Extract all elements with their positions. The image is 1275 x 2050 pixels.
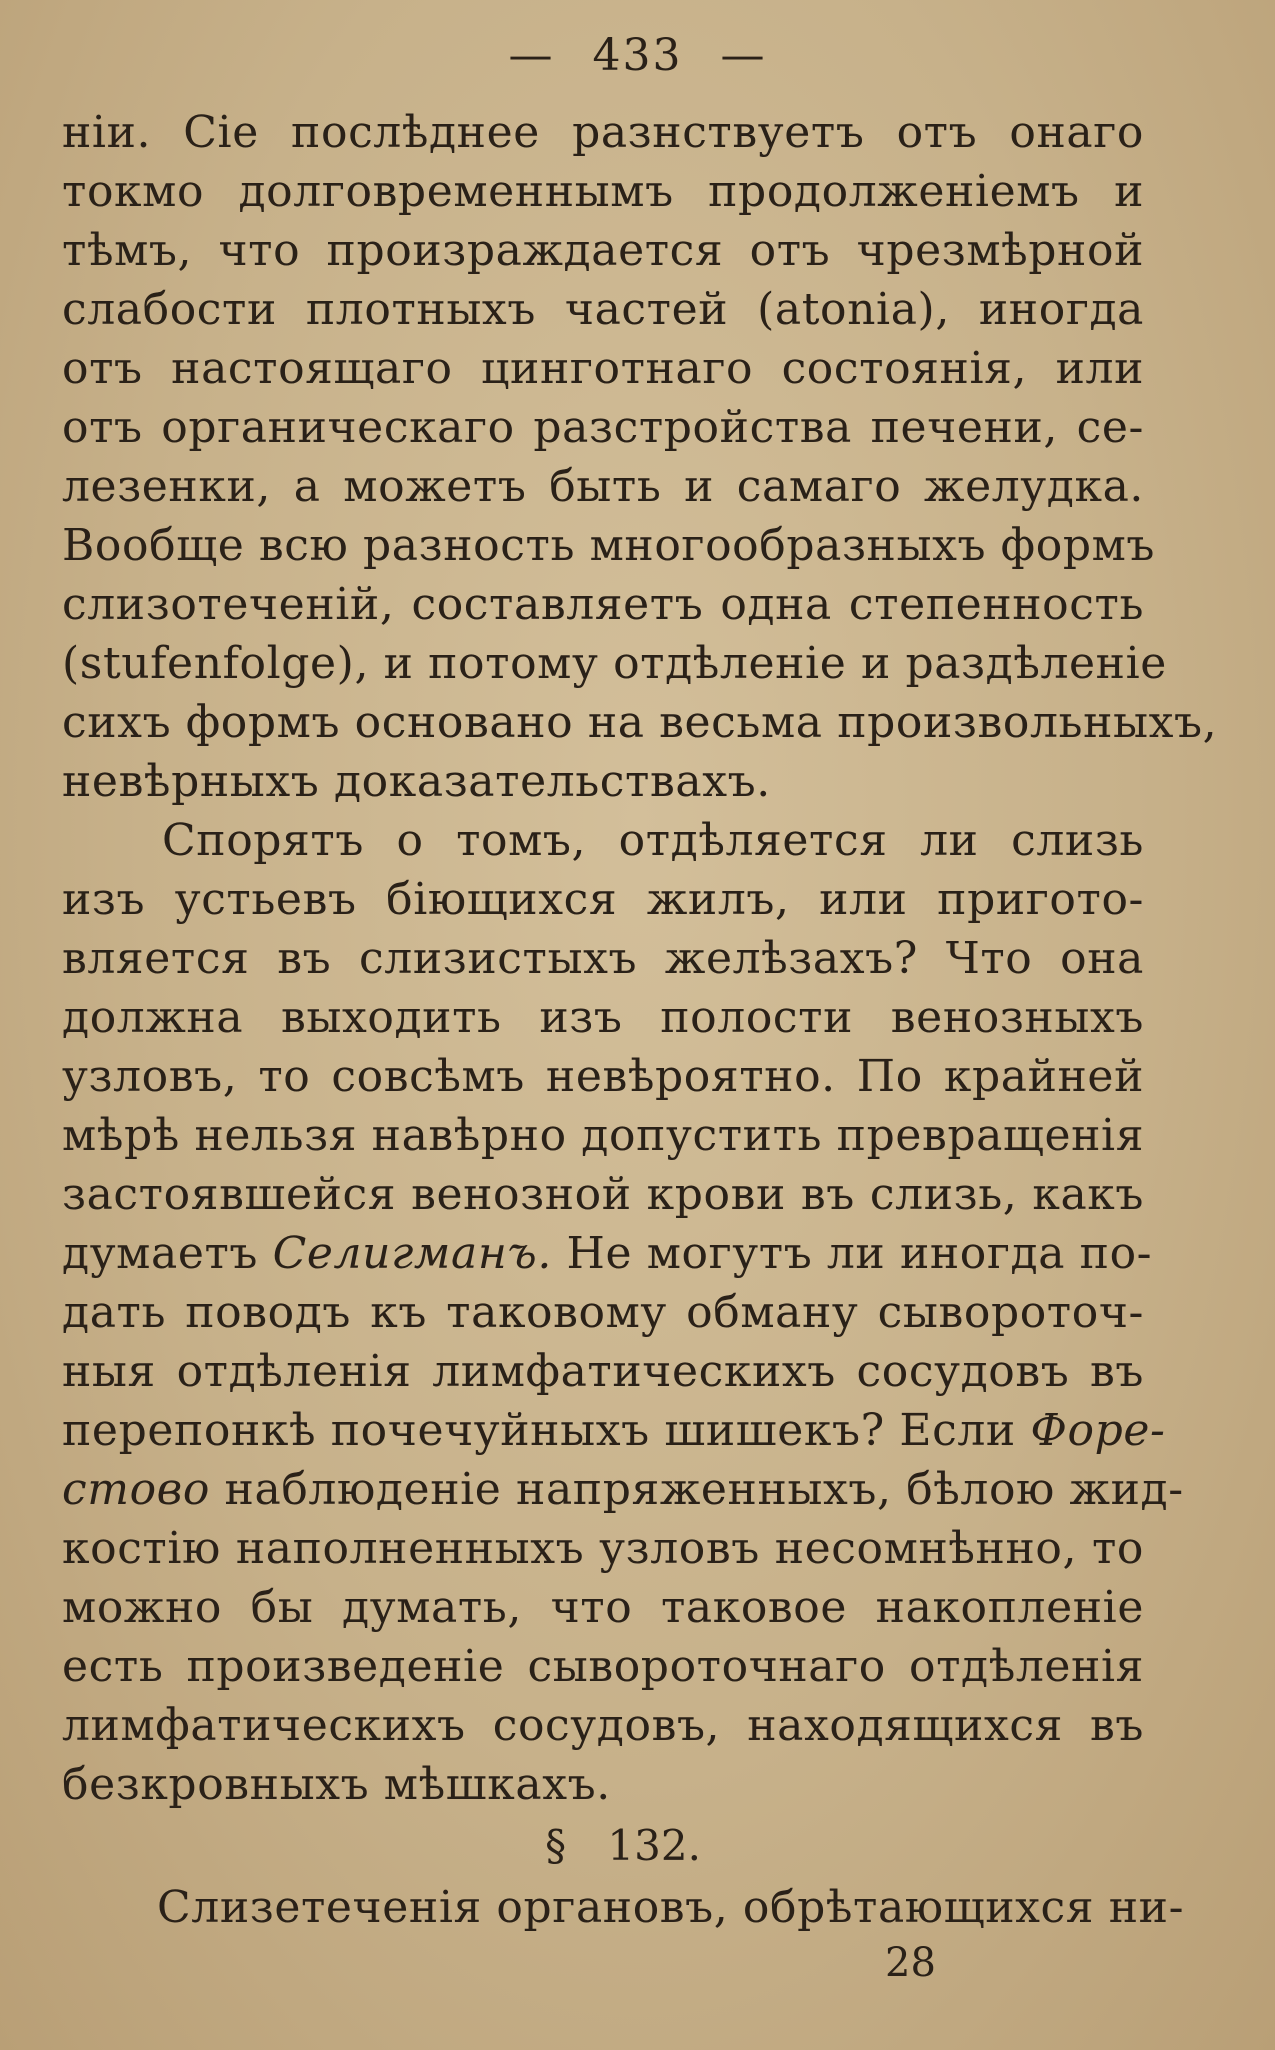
text-line: дать поводъ къ таковому обману сывороточ-	[62, 1287, 1144, 1338]
text-line: безкровныхъ мѣшкахъ.	[62, 1759, 611, 1810]
text-line: (stufenfolge), и потому отдѣленiе и раздѣленiе	[62, 638, 1167, 689]
text-line: Вообще всю разность многообразныхъ формъ	[62, 520, 1155, 571]
text-span: Не могутъ ли иногда по-	[551, 1228, 1153, 1279]
author-name-forestus: Форе-	[1030, 1405, 1166, 1456]
paragraph-3	[62, 1878, 1185, 1937]
text-line: застоявшейся венозной крови въ слизь, какъ	[62, 1169, 1144, 1220]
text-span: перепонкѣ почечуйныхъ шишекъ? Если	[62, 1405, 1031, 1456]
text-span: думаетъ	[62, 1228, 273, 1279]
text-line	[62, 1401, 1166, 1460]
page-number: 433	[592, 30, 683, 81]
text-line: есть произведенiе сывороточнаго отдѣленiя	[62, 1641, 1144, 1692]
section-mark: §	[545, 1821, 567, 1870]
text-line: костiю наполненныхъ узловъ несомнѣнно, то	[62, 1523, 1144, 1574]
text-line: тѣмъ, что произраждается отъ чрезмѣрной	[62, 225, 1144, 276]
text-line: вляется въ слизистыхъ желѣзахъ? Что она	[62, 933, 1144, 984]
text-line: узловъ, то совсѣмъ невѣроятно. По крайней	[62, 1051, 1144, 1102]
text-line: слизотеченiй, составляетъ одна степенность	[62, 579, 1144, 630]
text-line: отъ органическаго разстройства печени, се-	[62, 402, 1144, 453]
paragraph-1	[62, 103, 1218, 811]
text-line: отъ настоящаго цинготнаго состоянiя, или	[62, 343, 1144, 394]
section-heading	[62, 1814, 1144, 1878]
text-line	[62, 1224, 1153, 1283]
page-header	[0, 30, 1275, 81]
text-span: наблюденiе напряженныхъ, бѣлою жид-	[209, 1464, 1184, 1515]
text-line: слабости плотныхъ частей (atonia), иногда	[62, 284, 1144, 335]
text-line: лезенки, а можетъ быть и самаго желудка.	[62, 461, 1144, 512]
section-number: 132.	[607, 1821, 701, 1870]
text-line: мѣрѣ нельзя навѣрно допустить превращенiя	[62, 1110, 1145, 1161]
text-line: Слизетеченiя органовъ, обрѣтающихся ни-	[157, 1882, 1185, 1933]
text-line: должна выходить изъ полости венозныхъ	[62, 992, 1144, 1043]
author-name-seligmann: Селигманъ.	[272, 1228, 552, 1279]
author-name-forestus-cont: стово	[62, 1464, 210, 1515]
text-line: токмо долговременнымъ продолженiемъ и	[62, 166, 1144, 217]
text-line: изъ устьевъ бiющихся жилъ, или пригото-	[62, 874, 1144, 925]
text-line: невѣрныхъ доказательствахъ.	[62, 756, 771, 807]
header-dash-right: —	[720, 30, 767, 81]
text-line: лимфатическихъ сосудовъ, находящихся въ	[62, 1700, 1144, 1751]
text-line: нiи. Сiе послѣднее разнствуетъ отъ онаго	[62, 107, 1144, 158]
text-line	[62, 1460, 1184, 1519]
printer-signature-mark: 28	[885, 1940, 936, 1986]
text-line: Спорятъ о томъ, отдѣляется ли слизь	[162, 815, 1144, 866]
text-line: сихъ формъ основано на весьма произвольныхъ,	[62, 697, 1218, 748]
paragraph-2	[62, 811, 1184, 1814]
text-line: можно бы думать, что таковое накопленiе	[62, 1582, 1144, 1633]
body-text	[62, 103, 1218, 1937]
header-dash-left: —	[508, 30, 555, 81]
text-line: ныя отдѣленiя лимфатическихъ сосудовъ въ	[62, 1346, 1144, 1397]
